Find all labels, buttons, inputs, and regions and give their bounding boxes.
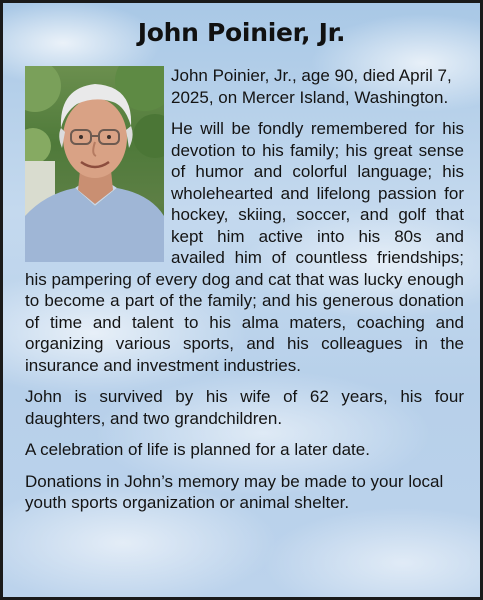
paragraph-survivors: John is survived by his wife of 62 years, his four daughters, and two grandchildren.	[25, 387, 464, 428]
photo-wrap-spacer	[25, 65, 171, 264]
paragraph-death-notice: John Poinier, Jr., age 90, died April 7, 2025, on Mercer Island, Washington.	[171, 66, 452, 107]
paragraph-remembrance: He will be fondly remembered for his devotion to his family; his great sense of humor and colorful language; his wholehearted and lifelong passion for hockey, skiing, soccer, and golf that kept him active into his 80s and availed him of countless friendships; his pampering of every dog and cat that was lucky enough to become a part of the family; and his generous donation of time and talent to his alma maters, coaching and organizing various sports, and his colleagues in the insurance and investment industries.	[25, 119, 464, 375]
paragraph-celebration: A celebration of life is planned for a later date.	[25, 440, 370, 459]
paragraph-donations: Donations in John’s memory may be made to your local youth sports organization or animal shelter.	[25, 471, 444, 512]
obituary-name: John Poinier, Jr.	[137, 18, 346, 47]
obituary-text	[25, 65, 464, 524]
